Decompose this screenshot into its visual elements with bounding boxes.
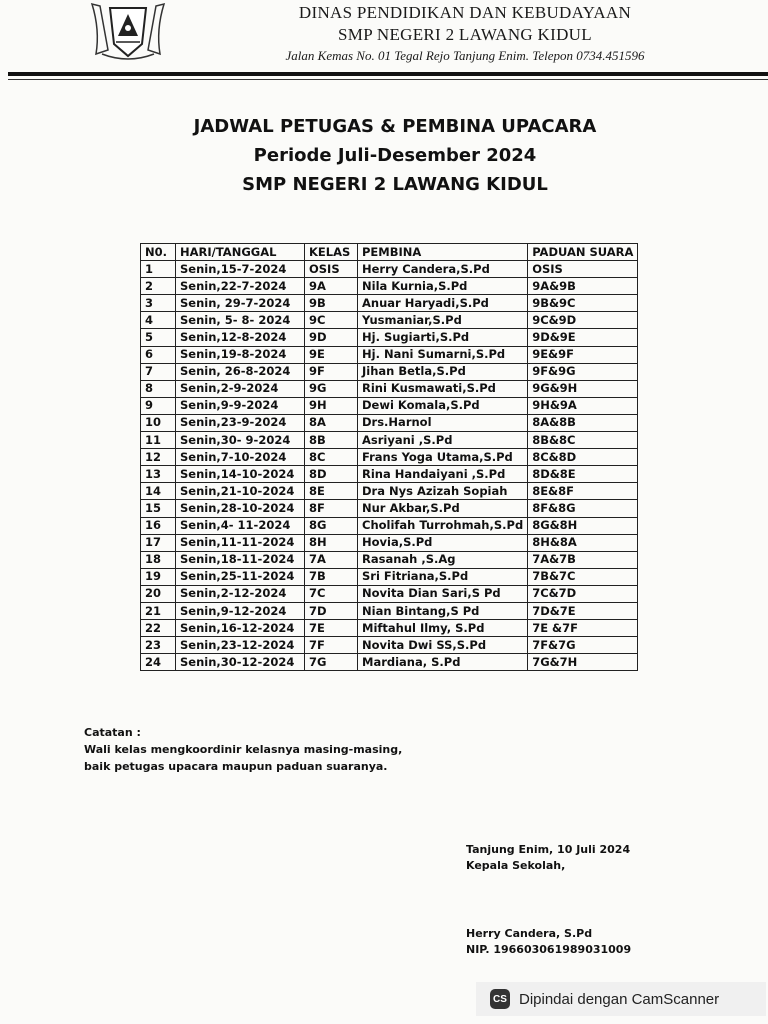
- cell-date: Senin,18-11-2024: [176, 551, 305, 568]
- table-row: [141, 414, 638, 431]
- table-row: [141, 397, 638, 414]
- cell-no: 7: [141, 363, 176, 380]
- camscanner-icon: CS: [490, 989, 510, 1009]
- cell-date: Senin,25-11-2024: [176, 568, 305, 585]
- cell-date: Senin,16-12-2024: [176, 620, 305, 637]
- cell-no: 20: [141, 585, 176, 602]
- cell-class: 8A: [305, 414, 358, 431]
- table-row: [141, 534, 638, 551]
- signature-place-date: Tanjung Enim, 10 Juli 2024: [466, 843, 631, 856]
- table-row: [141, 295, 638, 312]
- cell-no: 16: [141, 517, 176, 534]
- cell-date: Senin,28-10-2024: [176, 500, 305, 517]
- cell-class: 7D: [305, 602, 358, 619]
- table-row: [141, 500, 638, 517]
- cell-choir: 7E &7F: [528, 620, 638, 637]
- cell-class: 8B: [305, 432, 358, 449]
- cell-date: Senin, 29-7-2024: [176, 295, 305, 312]
- cell-no: 19: [141, 568, 176, 585]
- table-row: [141, 585, 638, 602]
- cell-supervisor: Dra Nys Azizah Sopiah: [358, 483, 528, 500]
- cell-class: 7A: [305, 551, 358, 568]
- cell-supervisor: Jihan Betla,S.Pd: [358, 363, 528, 380]
- table-row: [141, 466, 638, 483]
- letterhead-school: SMP NEGERI 2 LAWANG KIDUL: [338, 25, 592, 44]
- cell-supervisor: Miftahul Ilmy, S.Pd: [358, 620, 528, 637]
- cell-no: 5: [141, 329, 176, 346]
- cell-choir: 8H&8A: [528, 534, 638, 551]
- cell-supervisor: Hovia,S.Pd: [358, 534, 528, 551]
- cell-no: 8: [141, 380, 176, 397]
- camscanner-watermark: [476, 982, 766, 1016]
- cell-supervisor: Sri Fitriana,S.Pd: [358, 568, 528, 585]
- title-line-1: JADWAL PETUGAS & PEMBINA UPACARA: [193, 116, 597, 137]
- cell-no: 6: [141, 346, 176, 363]
- cell-choir: 8A&8B: [528, 414, 638, 431]
- cell-supervisor: Novita Dian Sari,S Pd: [358, 585, 528, 602]
- cell-class: 9H: [305, 397, 358, 414]
- cell-class: 7E: [305, 620, 358, 637]
- table-row: [141, 620, 638, 637]
- cell-class: 9F: [305, 363, 358, 380]
- cell-class: 9E: [305, 346, 358, 363]
- cell-date: Senin,15-7-2024: [176, 261, 305, 278]
- cell-no: 18: [141, 551, 176, 568]
- cell-choir: 8G&8H: [528, 517, 638, 534]
- cell-supervisor: Asriyani ,S.Pd: [358, 432, 528, 449]
- note-line-2: baik petugas upacara maupun paduan suaranya.: [84, 760, 388, 773]
- letterhead-address: Jalan Kemas No. 01 Tegal Rejo Tanjung Enim. Telepon 0734.451596: [285, 48, 645, 63]
- signature-name: Herry Candera, S.Pd: [466, 927, 593, 940]
- signature-position: Kepala Sekolah,: [466, 859, 566, 872]
- table-row: [141, 568, 638, 585]
- cell-choir: 9C&9D: [528, 312, 638, 329]
- cell-choir: 8F&8G: [528, 500, 638, 517]
- cell-date: Senin, 5- 8- 2024: [176, 312, 305, 329]
- table-row: [141, 483, 638, 500]
- cell-supervisor: Yusmaniar,S.Pd: [358, 312, 528, 329]
- cell-date: Senin,21-10-2024: [176, 483, 305, 500]
- cell-choir: 9E&9F: [528, 346, 638, 363]
- cell-choir: 8D&8E: [528, 466, 638, 483]
- cell-choir: 7G&7H: [528, 654, 638, 671]
- signature-block: [466, 842, 631, 958]
- cell-supervisor: Nian Bintang,S Pd: [358, 602, 528, 619]
- title-line-3: SMP NEGERI 2 LAWANG KIDUL: [242, 174, 548, 195]
- table-row: [141, 261, 638, 278]
- cell-date: Senin,30- 9-2024: [176, 432, 305, 449]
- cell-supervisor: Hj. Sugiarti,S.Pd: [358, 329, 528, 346]
- cell-class: 9A: [305, 278, 358, 295]
- cell-no: 21: [141, 602, 176, 619]
- camscanner-text: Dipindai dengan CamScanner: [519, 990, 720, 1008]
- cell-class: 7F: [305, 637, 358, 654]
- cell-choir: 9B&9C: [528, 295, 638, 312]
- table-row: [141, 637, 638, 654]
- cell-no: 3: [141, 295, 176, 312]
- cell-supervisor: Drs.Harnol: [358, 414, 528, 431]
- cell-class: 9C: [305, 312, 358, 329]
- cell-no: 11: [141, 432, 176, 449]
- cell-choir: 7F&7G: [528, 637, 638, 654]
- letterhead: [200, 2, 730, 65]
- table-row: [141, 517, 638, 534]
- letterhead-rule-thick: [8, 72, 768, 76]
- cell-choir: 9F&9G: [528, 363, 638, 380]
- cell-date: Senin,9-9-2024: [176, 397, 305, 414]
- cell-choir: 7A&7B: [528, 551, 638, 568]
- cell-choir: 8E&8F: [528, 483, 638, 500]
- cell-date: Senin,22-7-2024: [176, 278, 305, 295]
- cell-date: Senin,12-8-2024: [176, 329, 305, 346]
- cell-date: Senin, 26-8-2024: [176, 363, 305, 380]
- cell-no: 4: [141, 312, 176, 329]
- cell-class: 8H: [305, 534, 358, 551]
- cell-date: Senin,9-12-2024: [176, 602, 305, 619]
- title-line-2: Periode Juli-Desember 2024: [253, 145, 537, 166]
- cell-no: 12: [141, 449, 176, 466]
- note-line-1: Wali kelas mengkoordinir kelasnya masing-masing,: [84, 743, 403, 756]
- cell-supervisor: Rina Handaiyani ,S.Pd: [358, 466, 528, 483]
- cell-supervisor: Herry Candera,S.Pd: [358, 261, 528, 278]
- table-row: [141, 602, 638, 619]
- cell-no: 24: [141, 654, 176, 671]
- cell-class: 8C: [305, 449, 358, 466]
- document-title: [0, 112, 768, 199]
- cell-choir: 7B&7C: [528, 568, 638, 585]
- schedule-table: [140, 243, 638, 671]
- table-row: [141, 380, 638, 397]
- table-row: [141, 449, 638, 466]
- table-row: [141, 551, 638, 568]
- table-row: [141, 312, 638, 329]
- table-row: [141, 654, 638, 671]
- cell-class: 7B: [305, 568, 358, 585]
- cell-supervisor: Anuar Haryadi,S.Pd: [358, 295, 528, 312]
- cell-choir: 8B&8C: [528, 432, 638, 449]
- cell-class: 7C: [305, 585, 358, 602]
- letterhead-rule-thin: [8, 79, 768, 80]
- cell-date: Senin,4- 11-2024: [176, 517, 305, 534]
- note: [84, 724, 402, 775]
- cell-class: 9G: [305, 380, 358, 397]
- cell-supervisor: Rini Kusmawati,S.Pd: [358, 380, 528, 397]
- cell-no: 22: [141, 620, 176, 637]
- cell-choir: 9A&9B: [528, 278, 638, 295]
- cell-class: 8D: [305, 466, 358, 483]
- cell-no: 9: [141, 397, 176, 414]
- cell-choir: 7D&7E: [528, 602, 638, 619]
- cell-supervisor: Novita Dwi SS,S.Pd: [358, 637, 528, 654]
- cell-supervisor: Rasanah ,S.Ag: [358, 551, 528, 568]
- cell-choir: 9D&9E: [528, 329, 638, 346]
- cell-date: Senin,23-9-2024: [176, 414, 305, 431]
- letterhead-agency: DINAS PENDIDIKAN DAN KEBUDAYAAN: [298, 3, 632, 22]
- cell-no: 17: [141, 534, 176, 551]
- table-row: [141, 432, 638, 449]
- table-row: [141, 329, 638, 346]
- cell-choir: 9G&9H: [528, 380, 638, 397]
- cell-class: OSIS: [305, 261, 358, 278]
- cell-supervisor: Nur Akbar,S.Pd: [358, 500, 528, 517]
- table-header-row: [141, 244, 638, 261]
- cell-date: Senin,2-9-2024: [176, 380, 305, 397]
- header-choir: PADUAN SUARA: [528, 244, 638, 261]
- cell-no: 23: [141, 637, 176, 654]
- cell-class: 8E: [305, 483, 358, 500]
- cell-choir: 9H&9A: [528, 397, 638, 414]
- cell-choir: 7C&7D: [528, 585, 638, 602]
- cell-supervisor: Cholifah Turrohmah,S.Pd: [358, 517, 528, 534]
- cell-choir: 8C&8D: [528, 449, 638, 466]
- cell-supervisor: Mardiana, S.Pd: [358, 654, 528, 671]
- cell-date: Senin,23-12-2024: [176, 637, 305, 654]
- table-row: [141, 363, 638, 380]
- cell-date: Senin,30-12-2024: [176, 654, 305, 671]
- school-emblem-icon: [86, 0, 170, 62]
- cell-class: 8F: [305, 500, 358, 517]
- header-class: KELAS: [305, 244, 358, 261]
- header-supervisor: PEMBINA: [358, 244, 528, 261]
- signature-nip: NIP. 196603061989031009: [466, 943, 632, 956]
- table-row: [141, 278, 638, 295]
- cell-no: 13: [141, 466, 176, 483]
- table-row: [141, 346, 638, 363]
- note-heading: Catatan :: [84, 726, 141, 739]
- cell-date: Senin,14-10-2024: [176, 466, 305, 483]
- cell-date: Senin,7-10-2024: [176, 449, 305, 466]
- cell-date: Senin,11-11-2024: [176, 534, 305, 551]
- cell-date: Senin,19-8-2024: [176, 346, 305, 363]
- cell-class: 9D: [305, 329, 358, 346]
- cell-date: Senin,2-12-2024: [176, 585, 305, 602]
- cell-no: 14: [141, 483, 176, 500]
- cell-no: 15: [141, 500, 176, 517]
- header-date: HARI/TANGGAL: [176, 244, 305, 261]
- cell-supervisor: Dewi Komala,S.Pd: [358, 397, 528, 414]
- header-no: N0.: [141, 244, 176, 261]
- cell-no: 1: [141, 261, 176, 278]
- cell-no: 10: [141, 414, 176, 431]
- cell-no: 2: [141, 278, 176, 295]
- cell-class: 7G: [305, 654, 358, 671]
- cell-class: 8G: [305, 517, 358, 534]
- cell-choir: OSIS: [528, 261, 638, 278]
- cell-supervisor: Nila Kurnia,S.Pd: [358, 278, 528, 295]
- cell-class: 9B: [305, 295, 358, 312]
- cell-supervisor: Hj. Nani Sumarni,S.Pd: [358, 346, 528, 363]
- cell-supervisor: Frans Yoga Utama,S.Pd: [358, 449, 528, 466]
